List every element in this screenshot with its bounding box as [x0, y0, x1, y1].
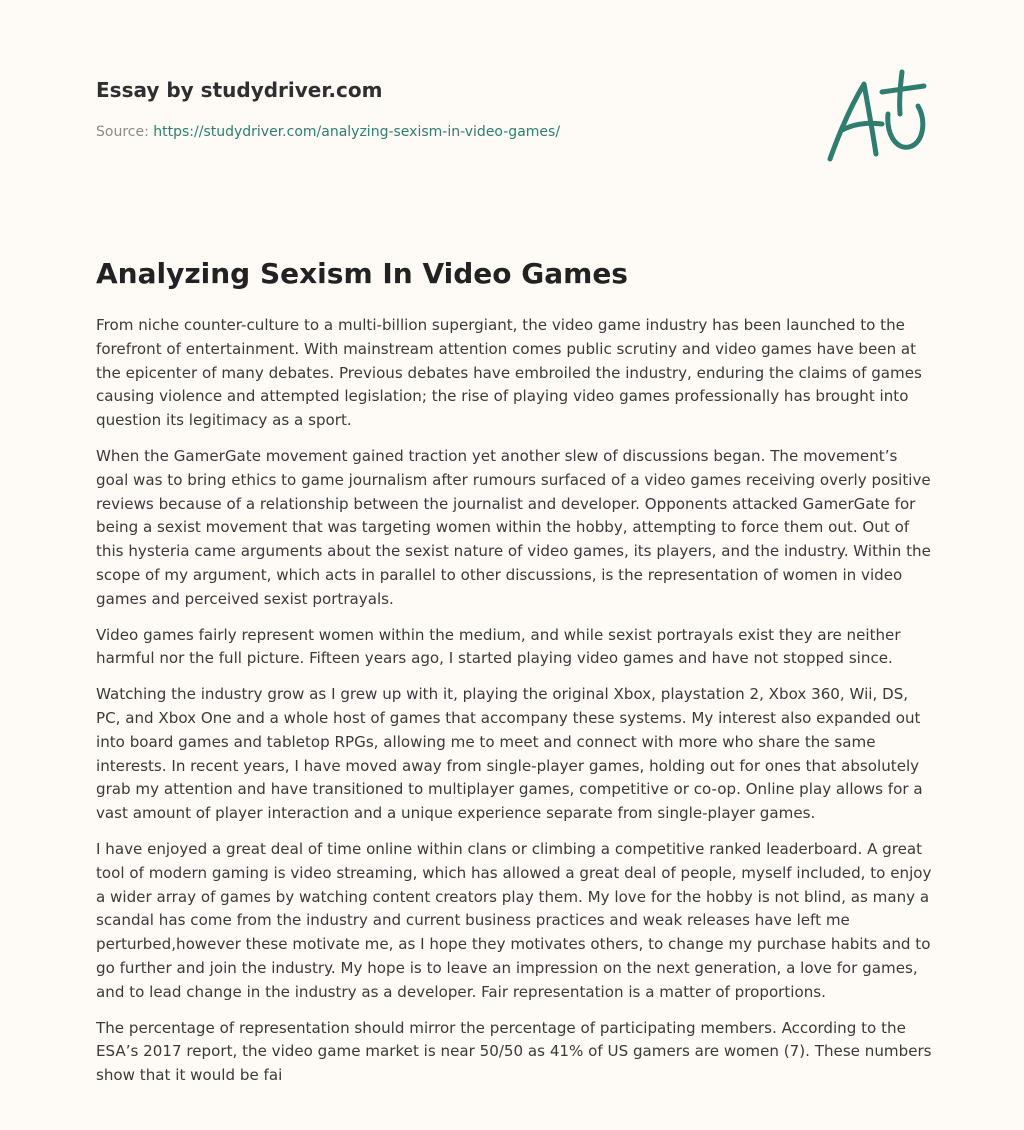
essay-paragraph: The percentage of representation should mirror the percentage of participating members. According to the ESA’s 2017 report, the video game market is near 50/50 as 41% of US gamers are women (7). These numbers show that it would be fai	[96, 1018, 932, 1085]
source-line	[96, 122, 796, 142]
source-link[interactable]: https://studydriver.com/analyzing-sexism-in-video-games/	[153, 124, 561, 140]
essay-paragraph: From niche counter-culture to a multi-billion supergiant, the video game industry has been launched to the forefront of entertainment. With mainstream attention comes public scrutiny and video games have been at the epicenter of many debates. Previous debates have embroiled the industry, enduring the claims of games causing violence and attempted legislation; the rise of playing video games professionally has brought into question its legitimacy as a sport.	[96, 316, 922, 430]
essay-paragraph: When the GamerGate movement gained traction yet another slew of discussions began. The movement’s goal was to bring ethics to game journalism after rumours surfaced of a video games receiving overly positive reviews because of a relationship between the journalist and developer. Opponents attacked GamerGate for being a sexist movement that was targeting women within the hobby, attempting to force them out. Out of this hysteria came arguments about the sexist nature of video games, its players, and the industry. Within the scope of my argument, which acts in parallel to other discussions, is the representation of women in video games and perceived sexist portrayals.	[96, 446, 931, 608]
source-label: Source:	[96, 124, 154, 140]
essay-paragraph: Watching the industry grow as I grew up with it, playing the original Xbox, playstation 2, Xbox 360, Wii, DS, PC, and Xbox One and a whole host of games that accompany these systems. My interest also expanded out into board games and tabletop RPGs, allowing me to meet and connect with more who share the same interests. In recent years, I have moved away from single-player games, holding out for ones that absolutely grab my attention and have transitioned to multiplayer games, competitive or co-op. Online play allows for a vast amount of player interaction and a unique experience separate from single-player games.	[96, 685, 923, 823]
essay-body	[96, 314, 932, 1100]
brand-title: Essay by studydriver.com	[96, 78, 383, 102]
a-plus-logo-icon	[820, 66, 930, 166]
essay-paragraph: I have enjoyed a great deal of time online within clans or climbing a competitive ranked leaderboard. A great tool of modern gaming is video streaming, which has allowed a great deal of people, myself included, to enjoy a wider array of games by watching content creators play them. My love for the hobby is not blind, as many a scandal has come from the industry and current business practices and weak releases have left me perturbed,however these motivate me, as I hope they motivates others, to change my purchase habits and to go further and join the industry. My hope is to leave an impression on the next generation, a love for games, and to lead change in the industry as a developer. Fair representation is a matter of proportions.	[96, 839, 932, 1001]
essay-title: Analyzing Sexism In Video Games	[96, 257, 628, 290]
a-plus-logo	[820, 66, 930, 166]
essay-paragraph: Video games fairly represent women within the medium, and while sexist portrayals exist they are neither harmful nor the full picture. Fifteen years ago, I started playing video games and have not stopped since.	[96, 625, 901, 668]
document-header	[96, 76, 796, 142]
